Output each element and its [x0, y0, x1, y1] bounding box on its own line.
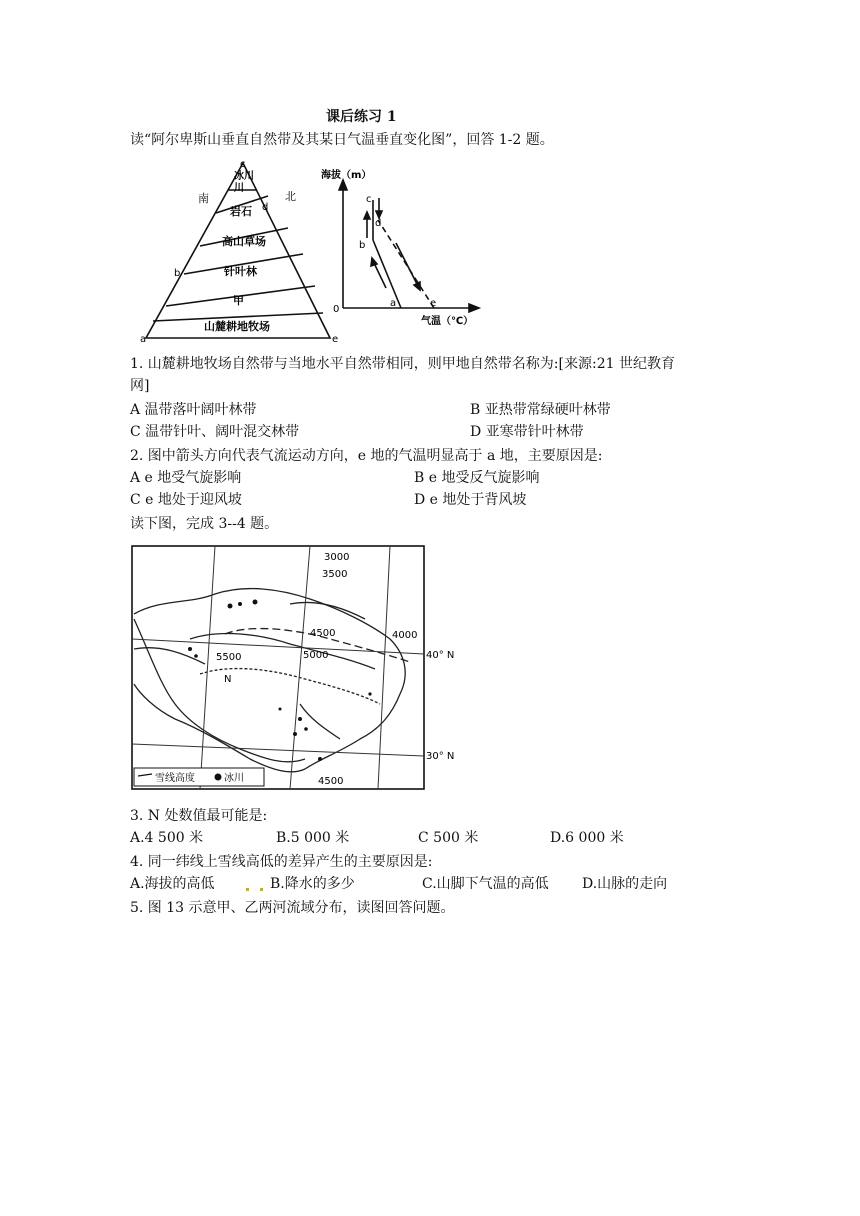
question-1-line-1: 1. 山麓耕地牧场自然带与当地水平自然带相同，则甲地自然带名称为:[来源:21 世纪教育	[130, 356, 675, 372]
graph-point-a: a	[390, 298, 397, 309]
q1-option-b: B 亚热带常绿硬叶林带	[470, 402, 611, 418]
q2-option-c: C e 地处于迎风坡	[130, 492, 242, 508]
point-b: b	[174, 268, 181, 279]
q3-option-d: D.6 000 米	[550, 830, 624, 846]
x-axis-label: 气温（℃）	[421, 316, 474, 327]
map-legend	[134, 768, 264, 786]
contour-4000: 4000	[392, 630, 418, 641]
latitude-30n: 30° N	[426, 751, 455, 762]
point-c: c	[240, 159, 246, 170]
south-label: 南	[198, 192, 209, 205]
q2-option-a: A e 地受气旋影响	[130, 470, 242, 486]
legend-snowline: 雪线高度	[155, 773, 195, 784]
band-glacier-label: 冰川	[234, 171, 254, 182]
point-a: a	[140, 334, 147, 345]
legend-glacier: 冰川	[224, 773, 244, 784]
page-title: 课后练习 1	[326, 109, 397, 125]
contour-3000: 3000	[324, 552, 350, 563]
q1-option-d: D 亚寒带针叶林带	[470, 424, 584, 440]
band-glacier-label-2: 川	[234, 183, 244, 194]
contour-5000: 5000	[303, 650, 329, 661]
contour-3500: 3500	[322, 569, 348, 580]
stray-mark	[260, 888, 263, 891]
question-3: 3. N 处数值最可能是:	[130, 808, 268, 824]
q1-option-a: A 温带落叶阔叶林带	[130, 402, 257, 418]
q2-option-b: B e 地受反气旋影响	[414, 470, 540, 486]
figure-snowline-map	[130, 544, 470, 792]
q4-option-b: B.降水的多少	[270, 876, 355, 892]
contour-4500-north: 4500	[310, 628, 336, 639]
legend-glacier-icon	[215, 774, 222, 781]
latitude-40n: 40° N	[426, 650, 455, 661]
north-label: 北	[285, 190, 296, 203]
intro-text-1: 读“阿尔卑斯山垂直自然带及其某日气温垂直变化图”，回答 1-2 题。	[130, 132, 554, 148]
band-conifer-label: 针叶林	[224, 265, 257, 278]
question-4: 4. 同一纬线上雪线高低的差异产生的主要原因是:	[130, 854, 433, 870]
contour-5500: 5500	[216, 652, 242, 663]
q2-option-d: D e 地处于背风坡	[414, 492, 527, 508]
q1-option-c: C 温带针叶、阔叶混交林带	[130, 424, 300, 440]
point-e: e	[332, 334, 339, 345]
band-meadow-label: 高山草场	[222, 235, 266, 248]
band-rock-label: 岩石	[230, 205, 252, 218]
q4-option-c: C.山脚下气温的高低	[422, 876, 549, 892]
y-axis-label: 海拔（m）	[321, 170, 372, 181]
q4-option-d: D.山脉的走向	[582, 876, 668, 892]
graph-point-d: d	[375, 218, 382, 229]
n-point-label: N	[224, 674, 232, 685]
figure-alps-vertical-zones	[138, 158, 484, 348]
band-jia-label: 甲	[233, 294, 244, 307]
question-5: 5. 图 13 示意甲、乙两河流域分布，读图回答问题。	[130, 900, 455, 916]
q3-option-c: C 500 米	[418, 830, 479, 846]
contour-4500-south: 4500	[318, 776, 344, 787]
point-d: d	[262, 202, 269, 213]
graph-point-e: e	[430, 298, 437, 309]
graph-point-c: c	[366, 194, 372, 205]
band-farmland-label: 山麓耕地牧场	[204, 320, 270, 333]
question-2: 2. 图中箭头方向代表气流运动方向，e 地的气温明显高于 a 地，主要原因是:	[130, 448, 603, 464]
q4-option-a: A.海拔的高低	[130, 876, 215, 892]
q3-option-b: B.5 000 米	[276, 830, 350, 846]
graph-point-b: b	[359, 240, 366, 251]
origin-label: 0	[333, 304, 340, 315]
intro-text-2: 读下图，完成 3--4 题。	[130, 516, 279, 532]
stray-mark	[246, 888, 249, 891]
question-1-line-2: 网]	[130, 378, 150, 394]
q3-option-a: A.4 500 米	[130, 830, 204, 846]
